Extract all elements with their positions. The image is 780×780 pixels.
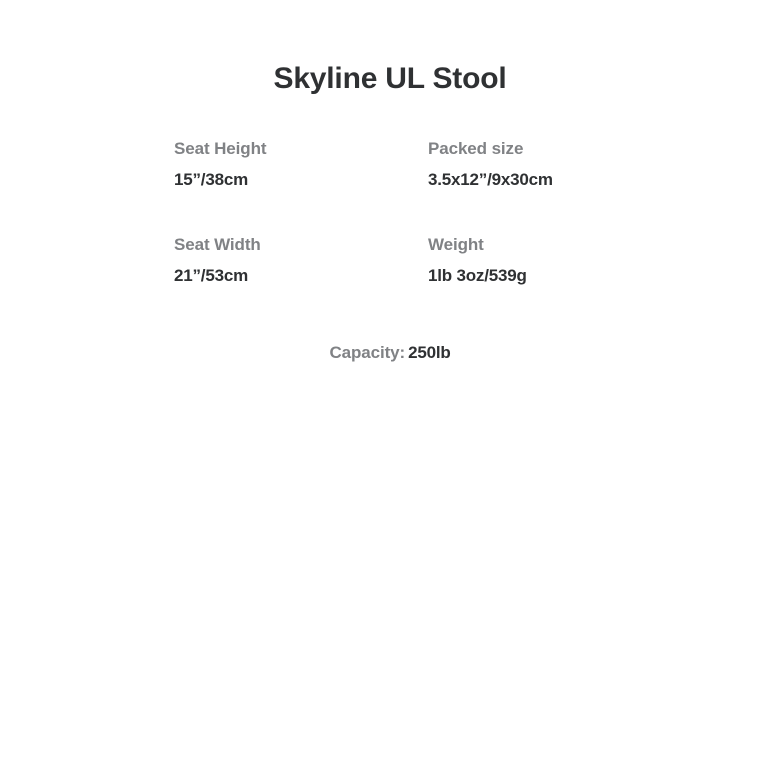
spec-item-seat-height	[174, 138, 428, 192]
capacity-value: 250lb	[408, 342, 451, 362]
spec-label: Seat Width	[174, 234, 261, 254]
spec-value: 1lb 3oz/539g	[428, 265, 527, 285]
spec-value: 3.5x12”/9x30cm	[428, 169, 553, 189]
spec-item-packed-size	[428, 138, 606, 192]
capacity-row	[0, 342, 780, 365]
spec-value: 15”/38cm	[174, 169, 249, 189]
spec-value: 21”/53cm	[174, 265, 249, 285]
spec-item-seat-width	[174, 234, 428, 288]
capacity-label: Capacity:	[329, 342, 406, 362]
spec-label: Packed size	[428, 139, 524, 158]
spec-item-weight	[428, 234, 606, 288]
spec-label: Weight	[428, 234, 484, 254]
spec-grid	[174, 96, 606, 288]
page-title: Skyline UL Stool	[273, 62, 507, 95]
spec-label: Seat Height	[174, 139, 267, 158]
